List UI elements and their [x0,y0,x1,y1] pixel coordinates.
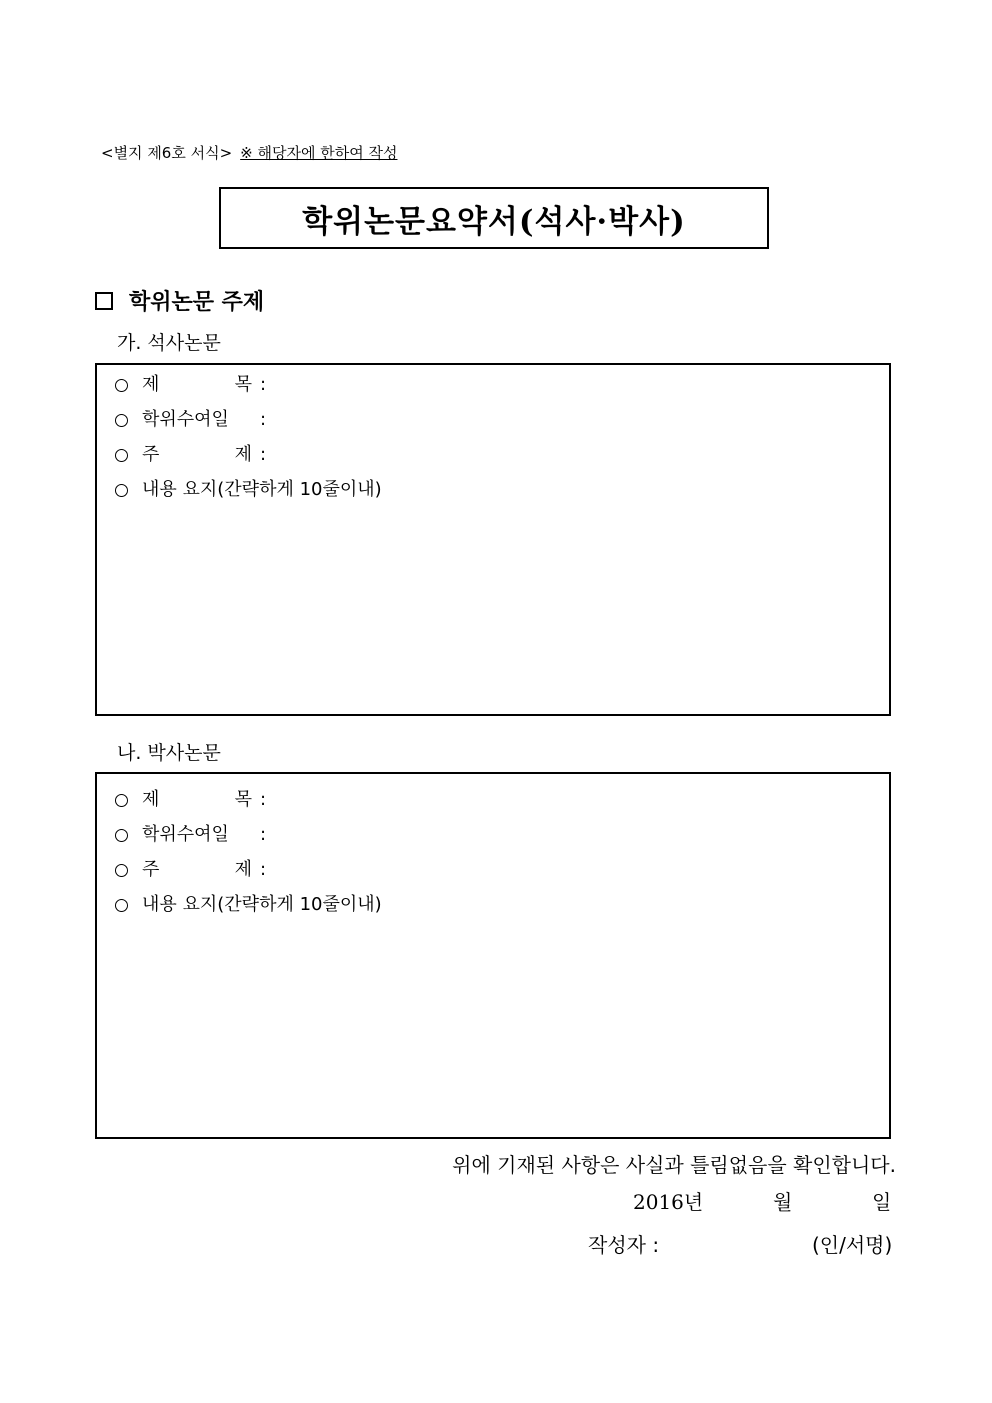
colon: : [260,409,267,430]
master-degree-date-label: 학위수여일 [142,409,229,430]
colon: : [260,374,267,395]
signature-field[interactable]: (인/서명) [812,1233,893,1257]
master-topic-label: 주 제 [142,444,252,465]
colon: : [260,444,267,465]
form-number-label: <별지 제6호 서식> [101,144,233,162]
date-year: 2016년 [633,1190,704,1214]
circle-bullet-icon [115,379,128,392]
doctor-summary-label: 내용 요지(간략하게 10줄이내) [142,894,382,915]
circle-bullet-icon [115,794,128,807]
circle-bullet-icon [115,899,128,912]
circle-bullet-icon [115,414,128,427]
section-heading [95,285,264,316]
colon: : [260,824,267,845]
circle-bullet-icon [115,449,128,462]
doctor-title-field[interactable] [115,788,266,812]
doctor-title-label: 제 목 [142,789,252,810]
master-title-label: 제 목 [142,374,252,395]
master-thesis-heading: 가. 석사논문 [117,332,221,354]
form-label [101,142,397,164]
title-box [219,187,769,249]
master-summary-field[interactable] [115,478,382,502]
square-checkbox-icon [95,292,113,310]
doctor-summary-field[interactable] [115,893,382,917]
doctor-topic-field[interactable] [115,858,266,882]
circle-bullet-icon [115,829,128,842]
doctor-topic-label: 주 제 [142,859,252,880]
master-thesis-box[interactable] [95,363,891,716]
master-title-field[interactable] [115,373,266,397]
circle-bullet-icon [115,864,128,877]
colon: : [260,789,267,810]
master-topic-field[interactable] [115,443,266,467]
colon: : [260,859,267,880]
doctor-degree-date-label: 학위수여일 [142,824,229,845]
doctor-degree-date-field[interactable] [115,823,266,847]
date-month: 월 [773,1190,793,1214]
date-day: 일 [872,1190,892,1214]
section-heading-text: 학위논문 주제 [129,290,265,315]
circle-bullet-icon [115,484,128,497]
document-title: 학위논문요약서(석사·박사) [302,203,686,240]
confirmation-statement: 위에 기재된 사항은 사실과 틀림없음을 확인합니다. [452,1153,896,1177]
doctor-thesis-heading: 나. 박사논문 [117,742,221,764]
master-summary-label: 내용 요지(간략하게 10줄이내) [142,479,382,500]
doctor-thesis-box[interactable] [95,772,891,1139]
applicability-note: ※ 해당자에 한하여 작성 [240,144,398,162]
master-degree-date-field[interactable] [115,408,266,432]
author-label: 작성자 : [588,1233,660,1257]
